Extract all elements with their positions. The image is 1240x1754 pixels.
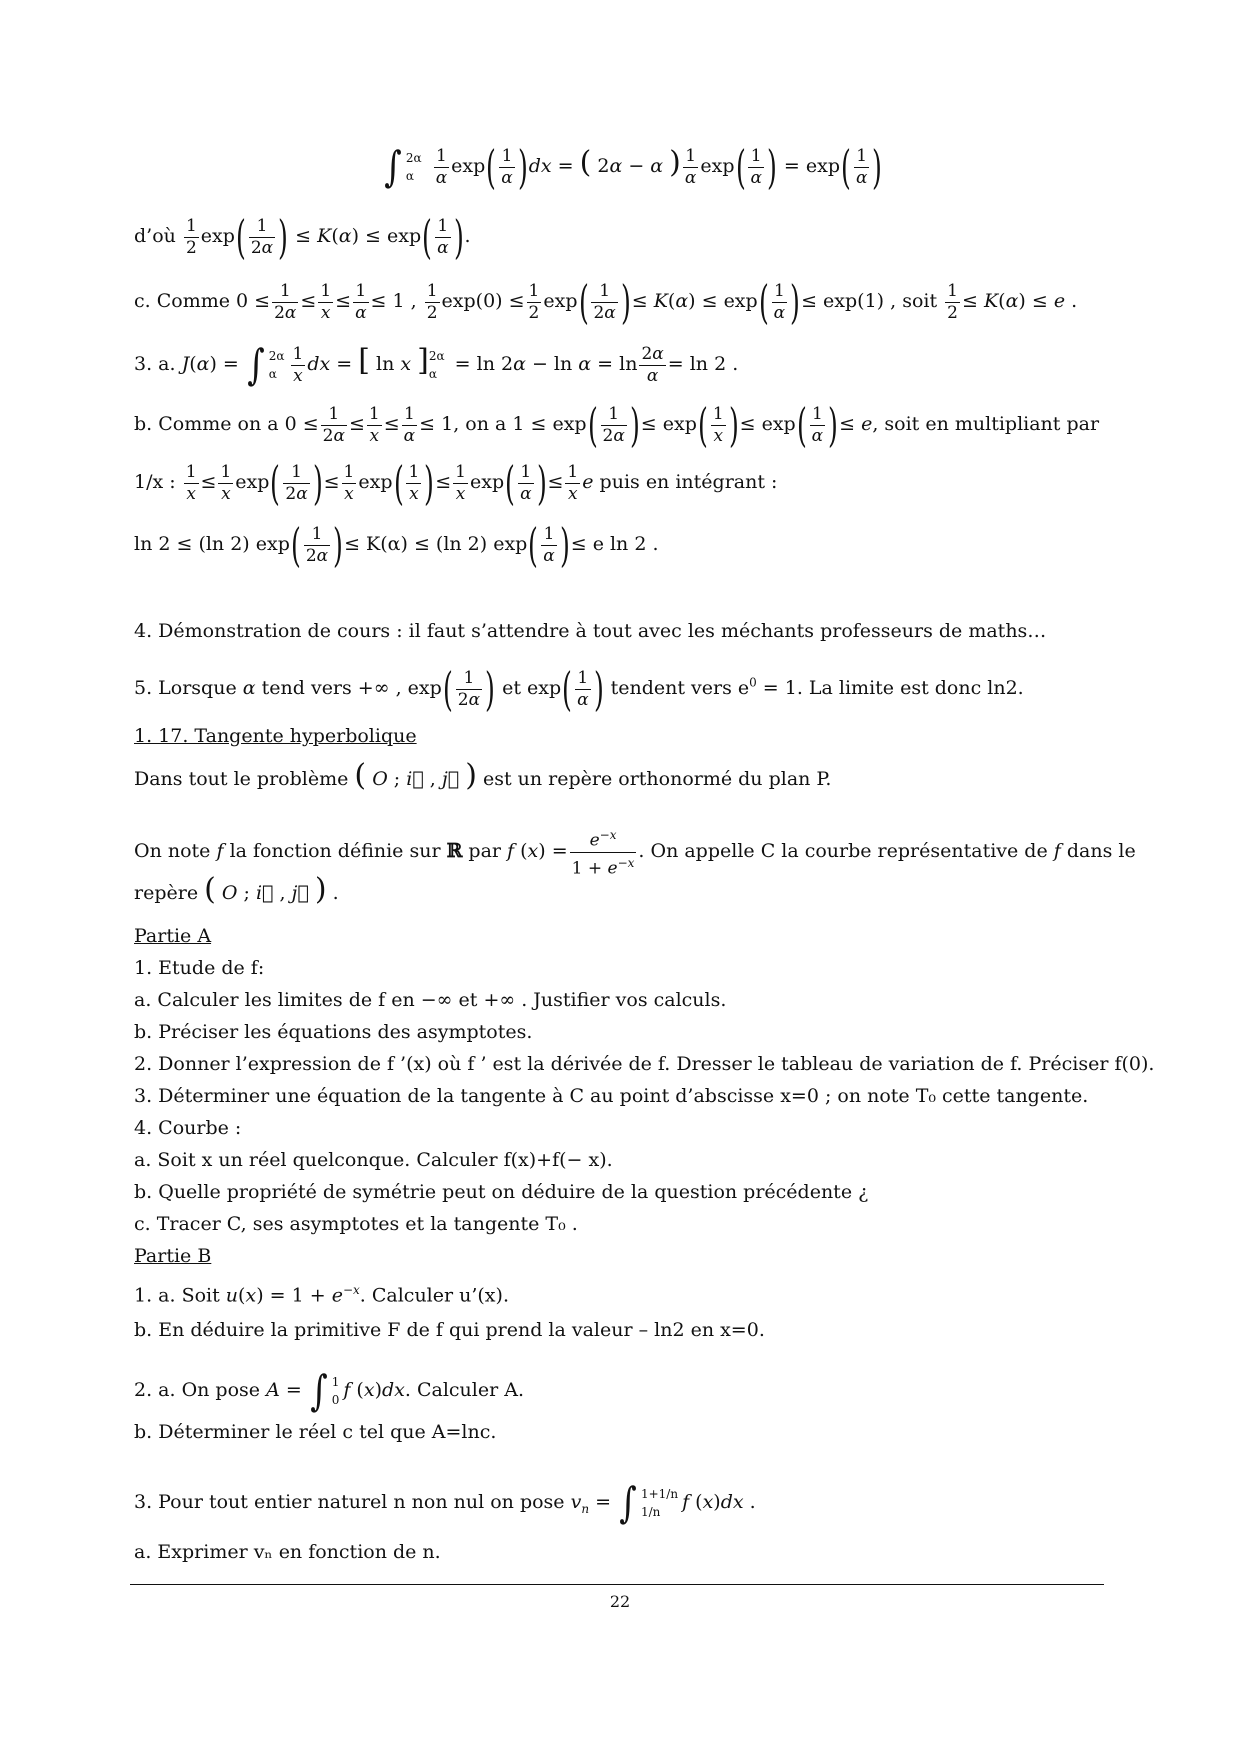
text: la fonction définie sur (229, 840, 441, 863)
text: et (502, 677, 521, 699)
part-a-q4c: c. Tracer C, ses asymptotes et la tangente T₀ . (134, 1213, 578, 1235)
text: tendent vers e (610, 677, 750, 699)
part-a-title: Partie A (134, 925, 212, 947)
part-b-title: Partie B (134, 1245, 212, 1267)
text-line: 4. Démonstration de cours : il faut s’attendre à tout avec les méchants professeurs de maths… (134, 620, 1047, 642)
text: 3. Pour tout entier naturel n non nul on pose (134, 1491, 565, 1513)
text: On note (134, 840, 211, 863)
text: , on a (453, 413, 507, 435)
part-a-q1: 1. Etude de f: (134, 957, 265, 979)
part-a-q1b: b. Préciser les équations des asymptotes. (134, 1021, 533, 1043)
text: 2. a. On pose (134, 1379, 261, 1401)
integral-J: 3. a. J(α) = ∫ 2α α $\frac{1}{x}$ dx = [ ln x ] 2α α = ln 2α − ln α = ln $\frac{2\alpha}{\alpha}$ = ln 2 . (134, 340, 739, 389)
part-a-q3: 3. Déterminer une équation de la tangente à C au point d’abscisse x=0 ; on note T₀ cette tangente. (134, 1085, 1089, 1107)
text: tend vers +∞ , (261, 677, 402, 699)
inequality-line-1: d’où $\frac{1}{2}$ exp( $\frac{1}{2\alpha}$ ) ≤ K(α) ≤ exp( $\frac{1}{\alpha}$ ). (134, 210, 471, 264)
text: puis en intégrant : (599, 471, 778, 493)
integral-equation: ∫ 2α α $\frac{1}{\alpha}$ exp( $\frac{1}{\alpha}$ )dx = ( 2α − α ) $\frac{1}{\alpha}$ exp( $\frac{1}{\alpha}$ ) = exp( $\frac{1}{\alpha}$ ) (384, 140, 883, 194)
text: , soit en multipliant par (872, 413, 1100, 435)
text: . Calculer A. (404, 1379, 524, 1401)
part-a-q4: 4. Courbe : (134, 1117, 242, 1139)
part-b-q2a: 2. a. On pose A = ∫ 1 0 f (x)dx. Calculer A. (134, 1366, 524, 1415)
part-a-q4a: a. Soit x un réel quelconque. Calculer f(x)+f(− x). (134, 1149, 613, 1171)
text: ≤ e ln 2 . (570, 533, 659, 555)
inequality-line-4: 1/x : $\frac{1}{x}$ ≤ $\frac{1}{x}$ exp( $\frac{1}{2\alpha}$ )≤ $\frac{1}{x}$ exp( $\frac{1}{x}$ )≤ $\frac{1}{x}$ exp( $\frac{1}{\alpha}$ )≤ $\frac{1}{x}$ e puis en intégrant : (134, 456, 778, 510)
text: = 1. La limite est donc ln2. (762, 677, 1024, 699)
text: b. Comme on a (134, 413, 279, 435)
inequality-line-3: b. Comme on a 0 ≤ $\frac{1}{2\alpha}$ ≤ $\frac{1}{x}$ ≤ $\frac{1}{\alpha}$ ≤ 1, on a 1 ≤ exp( $\frac{1}{2\alpha}$ )≤ exp( $\frac{1}{x}$ )≤ exp( $\frac{1}{\alpha}$ )≤ e, soit en multipliant par (134, 398, 1100, 452)
intro-line-2: On note f la fonction définie sur ℝ par f (x) = $\frac{e^{-x}}{1 + e^{-x}}$ . On appelle C la courbe représentative de f dans le (134, 825, 1136, 879)
part-b-q3: 3. Pour tout entier naturel n non nul on pose $v_n$ = ∫ 1+1/n 1/n f (x)dx . (134, 1478, 756, 1527)
part-b-q1b: b. En déduire la primitive F de f qui prend la valeur – ln2 en x=0. (134, 1319, 765, 1341)
text: d’où (134, 225, 176, 247)
inequality-line-2: c. Comme 0 ≤ $\frac{1}{2\alpha}$ ≤ $\frac{1}{x}$ ≤ $\frac{1}{\alpha}$ ≤ 1 , $\frac{1}{2}$ exp(0) ≤ $\frac{1}{2}$ exp( $\frac{1}{2\alpha}$ )≤ K(α) ≤ exp( $\frac{1}{\alpha}$ )≤ exp(1) , soit $\frac{1}{2}$ ≤ K(α) ≤ e . (134, 275, 1078, 329)
text: est un repère orthonormé du plan P. (482, 768, 832, 790)
text: repère (134, 882, 199, 904)
text: dans le (1066, 840, 1136, 863)
text: 3. a. (134, 353, 176, 375)
text: par (468, 840, 501, 863)
text: 5. Lorsque (134, 677, 237, 699)
text: Dans tout le problème (134, 768, 349, 790)
intro-line-1: Dans tout le problème ( O ; i⃗ , j⃗ ) est un repère orthonormé du plan P. (134, 758, 832, 793)
part-a-q1a: a. Calculer les limites de f en −∞ et +∞ . Justifier vos calculs. (134, 989, 727, 1011)
text: c. Comme (134, 290, 230, 312)
text: . Calculer u’(x). (359, 1284, 509, 1307)
section-title: 1. 17. Tangente hyperbolique (134, 725, 417, 747)
limit-line: 5. Lorsque α tend vers +∞ , exp( $\frac{1}{2\alpha}$ ) et exp( $\frac{1}{\alpha}$ ) tendent vers $e^0 = 1$. La limite est donc ln2. (134, 662, 1024, 716)
intro-line-3: repère ( O ; i⃗ , j⃗ ) . (134, 872, 339, 907)
page-number: 22 (609, 1592, 631, 1611)
part-b-q2b: b. Déterminer le réel c tel que A=lnc. (134, 1421, 497, 1443)
part-b-q1a: 1. a. Soit $u(x) = 1 + e^{-x}$. Calculer u’(x). (134, 1283, 509, 1307)
inequality-line-5: ln 2 ≤ (ln 2) exp( $\frac{1}{2\alpha}$ )≤ K(α) ≤ (ln 2) exp( $\frac{1}{\alpha}$ )≤ e ln 2 . (134, 518, 659, 572)
text: ln 2 ≤ (ln 2) exp (134, 533, 290, 555)
text: 1/x : (134, 471, 176, 493)
text: 1. a. Soit (134, 1284, 220, 1307)
text: ≤ K(α) ≤ (ln 2) exp (344, 533, 528, 555)
part-a-q4b: b. Quelle propriété de symétrie peut on déduire de la question précédente ¿ (134, 1181, 869, 1203)
footer-rule (130, 1584, 1104, 1585)
part-a-q2: 2. Donner l’expression de f ’(x) où f ’ est la dérivée de f. Dresser le tableau de variation de f. Préciser f(0). (134, 1053, 1155, 1075)
part-b-q3a: a. Exprimer vₙ en fonction de n. (134, 1541, 441, 1563)
text: . On appelle C la courbe représentative de (638, 840, 1048, 863)
